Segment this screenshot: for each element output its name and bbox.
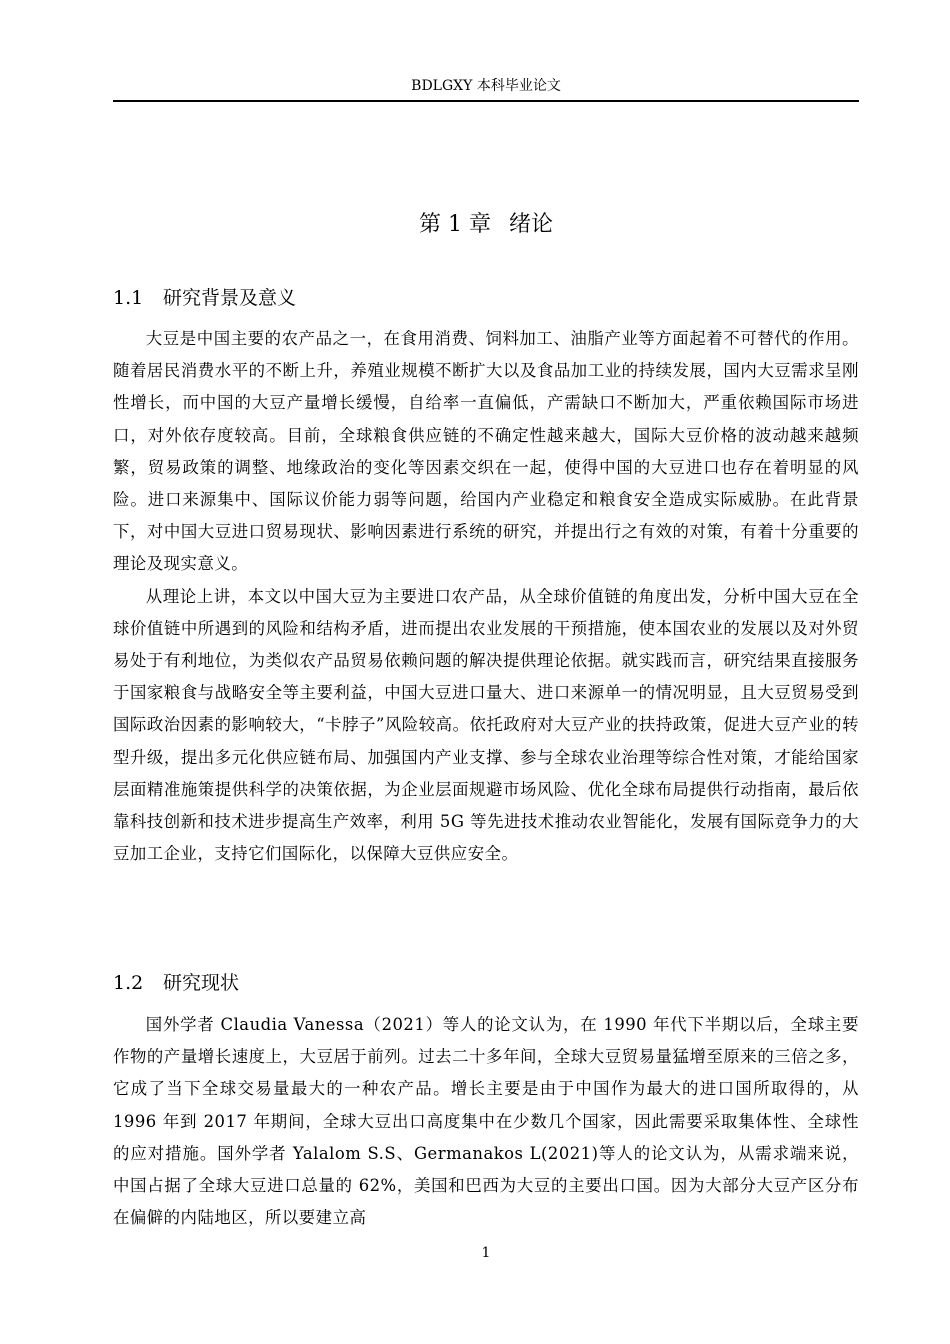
paragraph: 国外学者 Claudia Vanessa（2021）等人的论文认为，在 1990 年代下半期以后，全球主要作物的产量增长速度上，大豆居于前列。过去二十多年间，全球大豆贸易量猛增至原来的三倍之多，它成了当下全球交易量最大的一种农产品。增长主要是由于中国作为最大的进口国所取得的，从 1996 年到 2017 年期间，全球大豆出口高度集中在少数几个国家，因此需要采取集体性、全球性的应对措施。国外学者 Yalalom S.S、Germanakos L(2021)等人的论文认为，从需求端来说，中国占据了全球大豆进口总量的 62%，美国和巴西为大豆的主要出口国。因为大部分大豆产区分布在偏僻的内陆地区，所以要建立高	[113, 1015, 859, 1228]
running-header: BDLGXY 本科毕业论文	[411, 78, 561, 94]
chapter-title	[113, 210, 859, 240]
section-heading-1-2	[113, 970, 239, 996]
section-heading-1-1	[113, 285, 296, 311]
paragraph: 大豆是中国主要的农产品之一，在食用消费、饲料加工、油脂产业等方面起着不可替代的作用。随着居民消费水平的不断上升，养殖业规模不断扩大以及食品加工业的持续发展，国内大豆需求呈刚性增长，而中国的大豆产量增长缓慢，自给率一直偏低，产需缺口不断加大，严重依赖国际市场进口，对外依存度较高。目前，全球粮食供应链的不确定性越来越大，国际大豆价格的波动越来越频繁，贸易政策的调整、地缘政治的变化等因素交织在一起，使得中国的大豆进口也存在着明显的风险。进口来源集中、国际议价能力弱等问题，给国内产业稳定和粮食安全造成实际威胁。在此背景下，对中国大豆进口贸易现状、影响因素进行系统的研究，并提出行之有效的对策，有着十分重要的理论及现实意义。	[113, 329, 859, 574]
section-title: 研究背景及意义	[163, 287, 297, 309]
section-body-1-1	[113, 323, 859, 870]
paragraph: 从理论上讲，本文以中国大豆为主要进口农产品，从全球价值链的角度出发，分析中国大豆在全球价值链中所遇到的风险和结构矛盾，进而提出农业发展的干预措施，使本国农业的发展以及对外贸易处于有利地位，为类似农产品贸易依赖问题的解决提供理论依据。就实践而言，研究结果直接服务于国家粮食与战略安全等主要利益，中国大豆进口量大、进口来源单一的情况明显，且大豆贸易受到国际政治因素的影响较大，“卡脖子”风险较高。依托政府对大豆产业的扶持政策，促进大豆产业的转型升级，提出多元化供应链布局、加强国内产业支撑、参与全球农业治理等综合性对策，才能给国家层面精准施策提供科学的决策依据，为企业层面规避市场风险、优化全球布局提供行动指南，最后依靠科技创新和技术进步提高生产效率，利用 5G 等先进技术推动农业智能化，发展有国际竞争力的大豆加工企业，支持它们国际化，以保障大豆供应安全。	[113, 586, 859, 864]
chapter-number: 第 1 章	[419, 212, 491, 237]
header-rule	[113, 100, 859, 102]
page-number: 1	[481, 1245, 491, 1261]
section-number: 1.2	[113, 972, 144, 994]
section-number: 1.1	[113, 287, 144, 309]
section-title: 研究现状	[163, 972, 240, 994]
chapter-name: 绪论	[508, 212, 553, 237]
section-body-1-2	[113, 1009, 859, 1234]
